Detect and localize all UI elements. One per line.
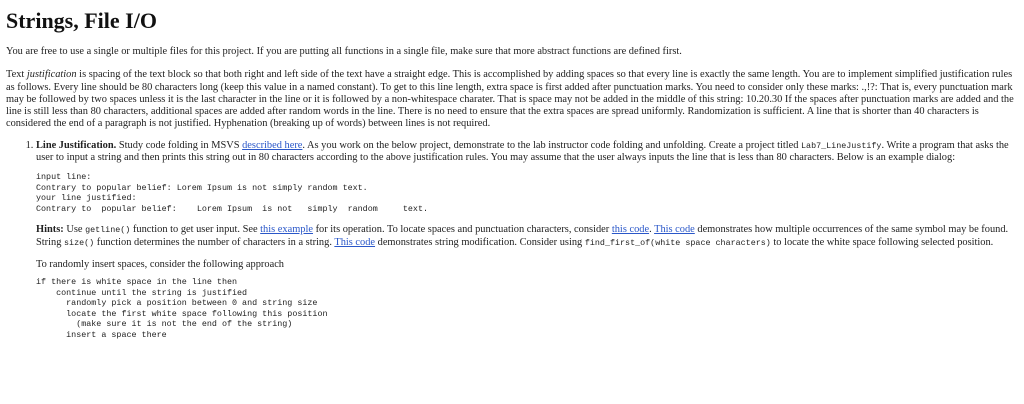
example-dialog: input line: Contrary to popular belief: Lorem Ipsum is not simply random text. your line justified: Contrary to popular belief: Lorem Ipsum is not simply random text. <box>36 172 429 214</box>
described-here-link[interactable]: described here <box>242 139 303 151</box>
page-title: Strings, File I/O <box>6 8 157 33</box>
this-example-link[interactable]: this example <box>260 224 313 236</box>
hints-text-6: function determines the number of characters in a string. <box>94 236 335 248</box>
justification-paragraph <box>6 69 1014 130</box>
this-code-link-1[interactable]: this code <box>611 224 650 236</box>
size-function: size() <box>64 237 95 248</box>
justification-text-rest: is spacing of the text block so that both right and left side of the text have a straight edge. This is accomplished by adding spaces so that every line is exactly the same length. You are to implement simplified justification rules as follows. Every line should be 80 characters long (keep this value in a named constant). To get to this line length, extra space is first added after punctuation marks. You need to consider only these marks: .,!?: That is, every punctuation mark may be followed by two spaces unless it is the last character in the line or it is followed by a non-whitespace charater. That is space may not be added in the middle of this string: 10.20.30 If the spaces after punctuation marks are added and the line is still less than 80 characters, additional spaces are added after random words in the line. There is no need to ensure that the extra spaces are spread uniformly. Randomization is sufficient. A line that is shorter than 40 characters is considered the end of a paragraph is not justified. Hyphenation (breaking up of words) between lines is not required. <box>6 69 1014 130</box>
hints-text-8: to locate the white space following selected position. <box>770 236 994 248</box>
this-code-link-2[interactable]: This code <box>654 224 695 236</box>
hints-text-4: . <box>649 224 655 236</box>
find-first-of-function: find_first_of(white space characters) <box>584 237 771 248</box>
task-text-1: Study code folding in MSVS <box>116 139 243 151</box>
justification-text-start: Text <box>6 69 27 81</box>
random-approach-intro: To randomly insert spaces, consider the following approach <box>36 258 284 270</box>
hints-label: Hints: <box>36 224 64 236</box>
task-text-3: . Write a program that asks the user to input a string and then prints this string out in 80 characters according to the above justification rules. You may assume that the user always inputs the line that is less than 80 characters. Below is an example dialog: <box>36 139 1009 164</box>
hints-text-3: for its operation. To locate spaces and punctuation characters, consider <box>312 224 612 236</box>
project-name: Lab7_LineJustify <box>801 140 882 151</box>
this-code-link-3[interactable]: This code <box>334 236 376 248</box>
task-heading: Line Justification. <box>36 139 117 151</box>
intro-paragraph: You are free to use a single or multiple files for this project. If you are putting all functions in a single file, make sure that more abstract functions are defined first. <box>6 46 682 57</box>
getline-function: getline() <box>85 225 131 236</box>
task-text-2: . As you work on the below project, demonstrate to the lab instructor code folding and unfolding. Create a project titled <box>302 139 802 151</box>
hints-text-2: function to get user input. See <box>130 224 261 236</box>
task-list <box>6 140 1014 340</box>
justification-term: justification <box>26 69 77 81</box>
hints-paragraph <box>36 224 1014 249</box>
pseudocode-block: if there is white space in the line then continue until the string is justified randomly pick a position between 0 and string size locate the first white space following this position (make sure it is not the end of the string) insert a space there <box>36 277 328 340</box>
task-line-justification <box>36 140 1014 340</box>
hints-text-7: demonstrates string modification. Consider using <box>375 236 585 248</box>
hints-text-1: Use <box>63 224 86 236</box>
hints-text-5: demonstrates how multiple occurrences of the same symbol may be found. String <box>36 224 1009 248</box>
